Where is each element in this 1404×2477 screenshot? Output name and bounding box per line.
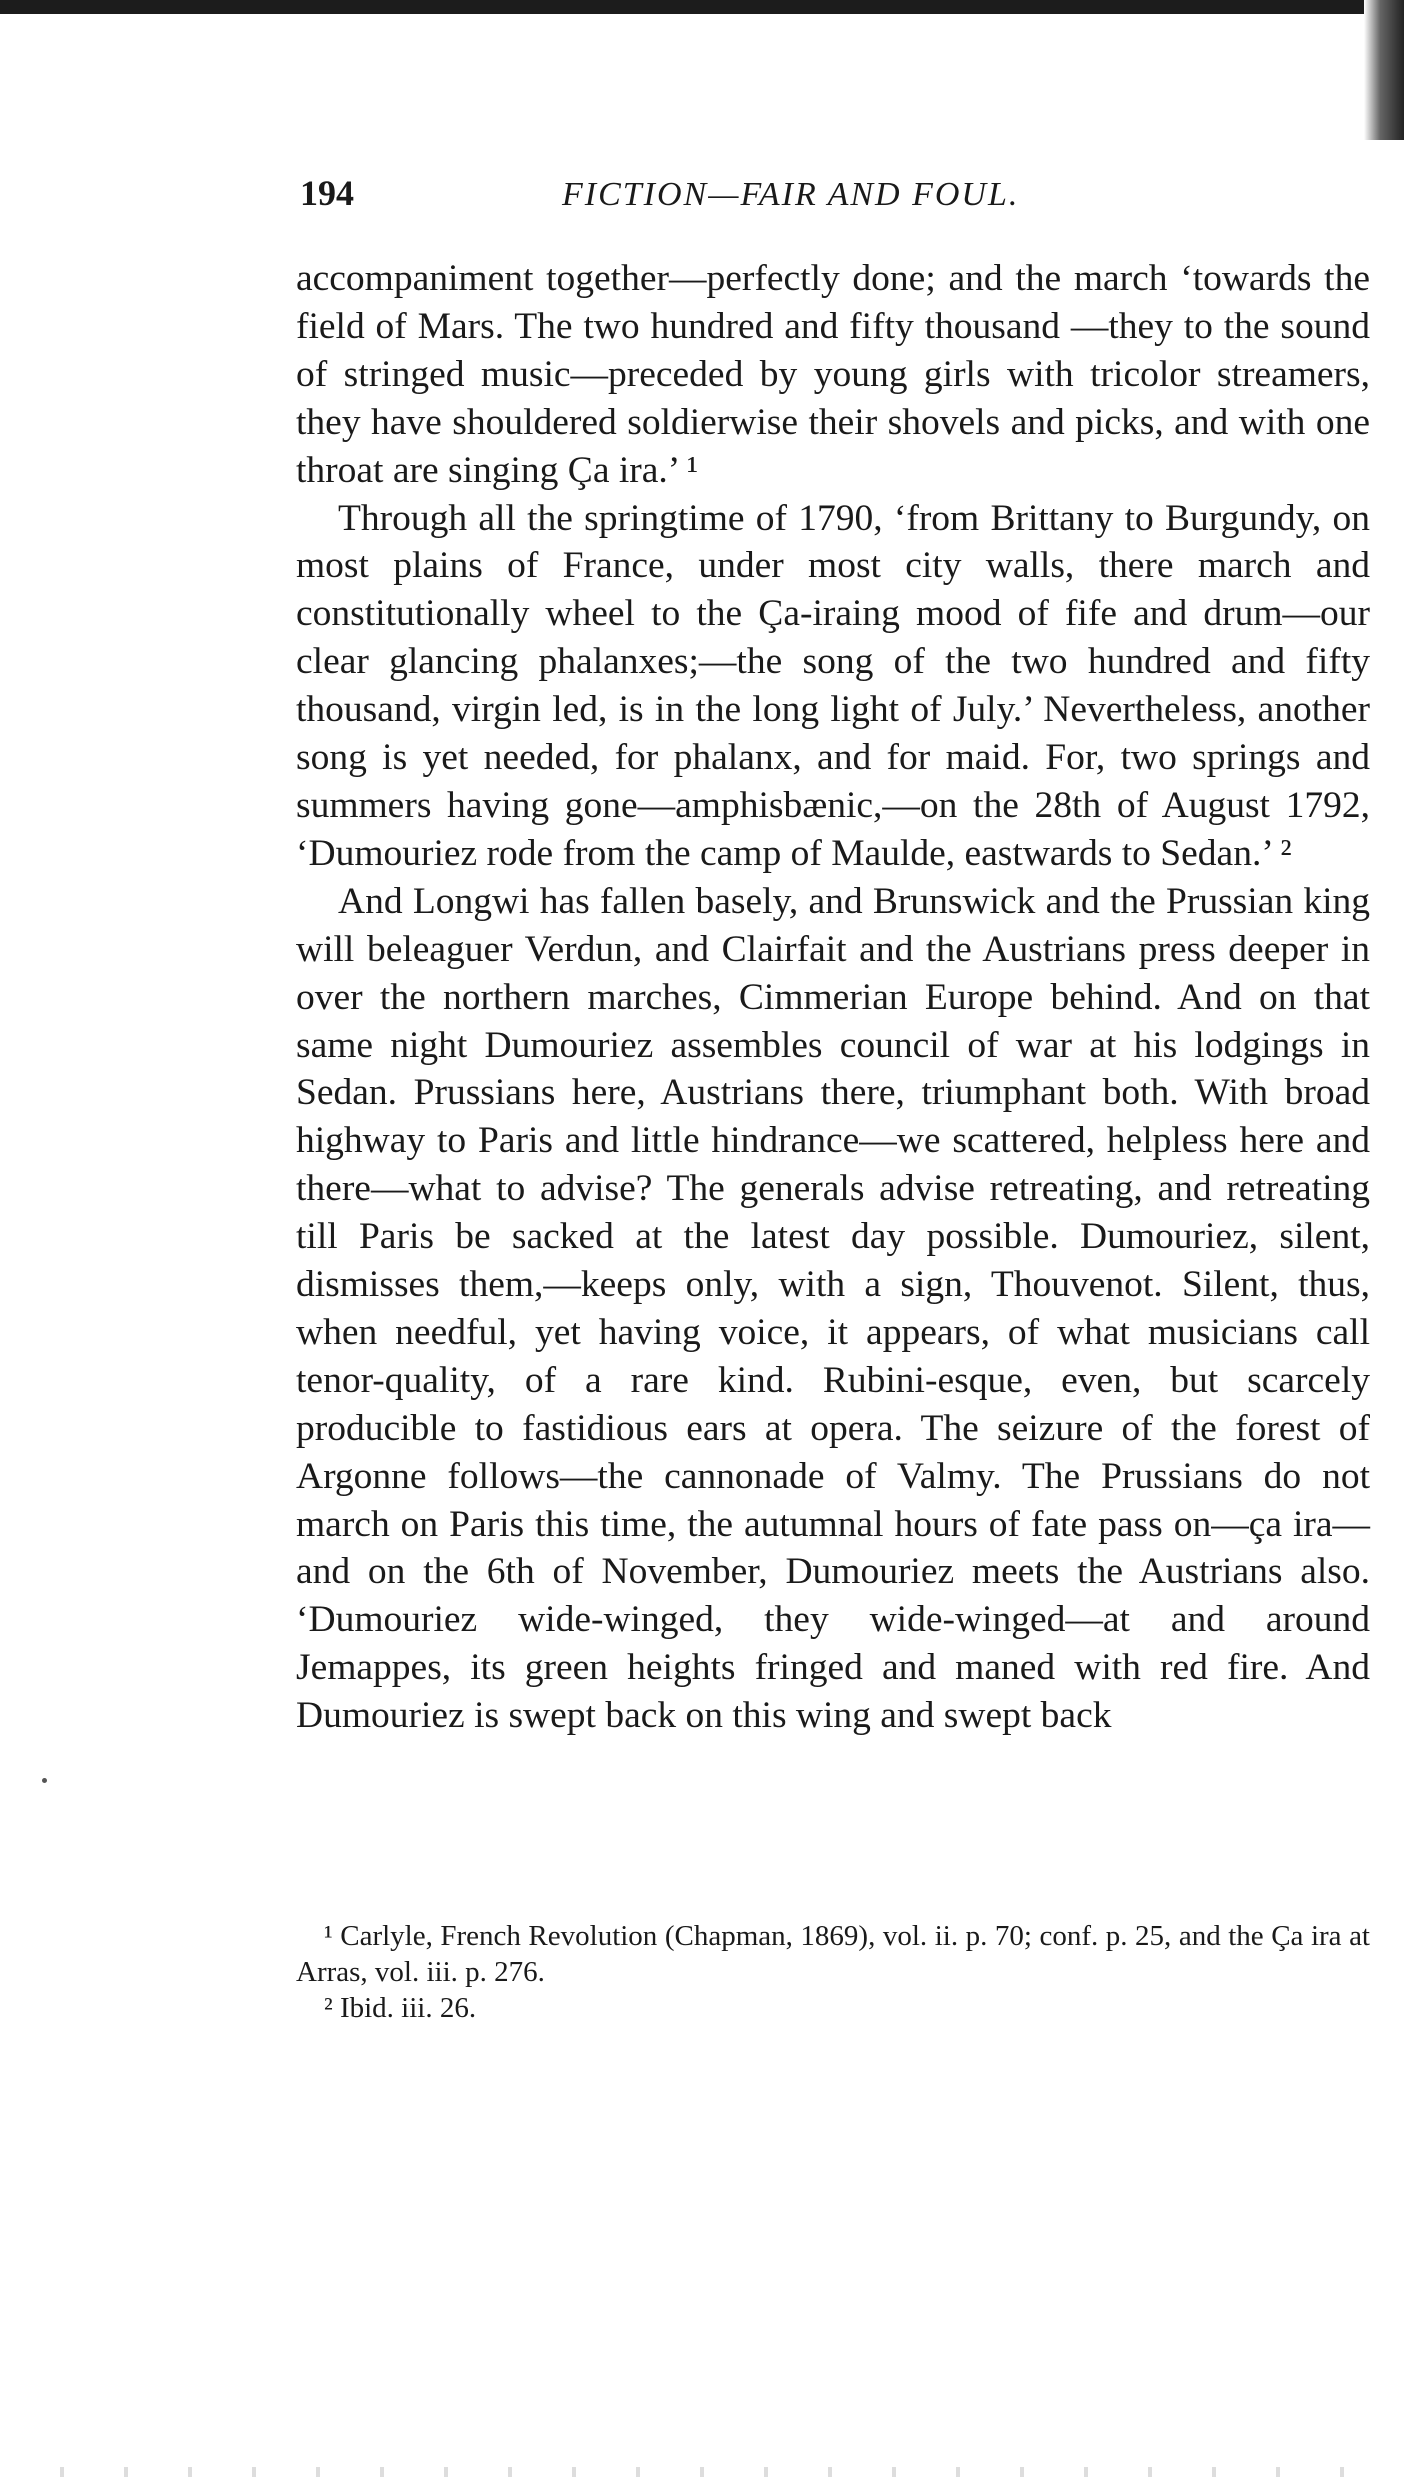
margin-speck bbox=[42, 1778, 47, 1783]
footnotes bbox=[296, 1918, 1370, 2026]
page-bottom-edge bbox=[0, 2467, 1404, 2477]
paragraph-3: And Longwi has fallen basely, and Brunswick and the Prussian king will beleaguer Verdun, and Clairfait and the Austrians press deeper in over the northern marches, Cimmerian Europe behind. And on that same night Dumouriez assembles council of war at his lodgings in Sedan. Prussians here, Austrians there, triumphant both. With broad highway to Paris and little hindrance—we scattered, helpless here and there—what to advise? The generals advise retreating, and retreating till Paris be sacked at the latest day possible. Dumouriez, silent, dismisses them,—keeps only, with a sign, Thouvenot. Silent, thus, when needful, yet having voice, it appears, of what musicians call tenor-quality, of a rare kind. Rubini-esque, even, but scarcely producible to fastidious ears at opera. The seizure of the forest of Argonne follows—the cannonade of Valmy. The Prussians do not march on Paris this time, the autumnal hours of fate pass on—ça ira—and on the 6th of November, Dumouriez meets the Austrians also. ‘Dumouriez wide-winged, they wide-winged—at and around Jemappes, its green heights fringed and maned with red fire. And Dumouriez is swept back on this wing and swept back bbox=[296, 880, 1370, 1737]
running-title: FICTION—FAIR AND FOUL. bbox=[562, 176, 1020, 213]
footnote-1: ¹ Carlyle, French Revolution (Chapman, 1869), vol. ii. p. 70; conf. p. 25, and the Ça ira at Arras, vol. iii. p. 276. bbox=[296, 1920, 1370, 1988]
page-top-edge bbox=[0, 0, 1404, 14]
paragraph-1: accompaniment together—perfectly done; and the march ‘towards the field of Mars. The two hundred and fifty thousand —they to the sound of stringed music—preceded by young girls with tricolor streamers, they have shouldered soldierwise their shovels and picks, and with one throat are singing Ça ira.’ ¹ bbox=[296, 258, 1370, 491]
footnote-2: ² Ibid. iii. 26. bbox=[324, 1992, 477, 2024]
page-header bbox=[300, 172, 1380, 232]
body-text bbox=[296, 255, 1370, 1740]
paragraph-2: Through all the springtime of 1790, ‘from Brittany to Burgundy, on most plains of France, under most city walls, there march and constitutionally wheel to the Ça-iraing mood of fife and drum—our clear glancing phalanxes;—the song of the two hundred and fifty thousand, virgin led, is in the long light of July.’ Nevertheless, another song is yet needed, for phalanx, and for maid. For, two springs and summers having gone—amphisbænic,—on the 28th of August 1792, ‘Dumouriez rode from the camp of Maulde, eastwards to Sedan.’ ² bbox=[296, 497, 1370, 874]
page-number: 194 bbox=[300, 173, 354, 213]
